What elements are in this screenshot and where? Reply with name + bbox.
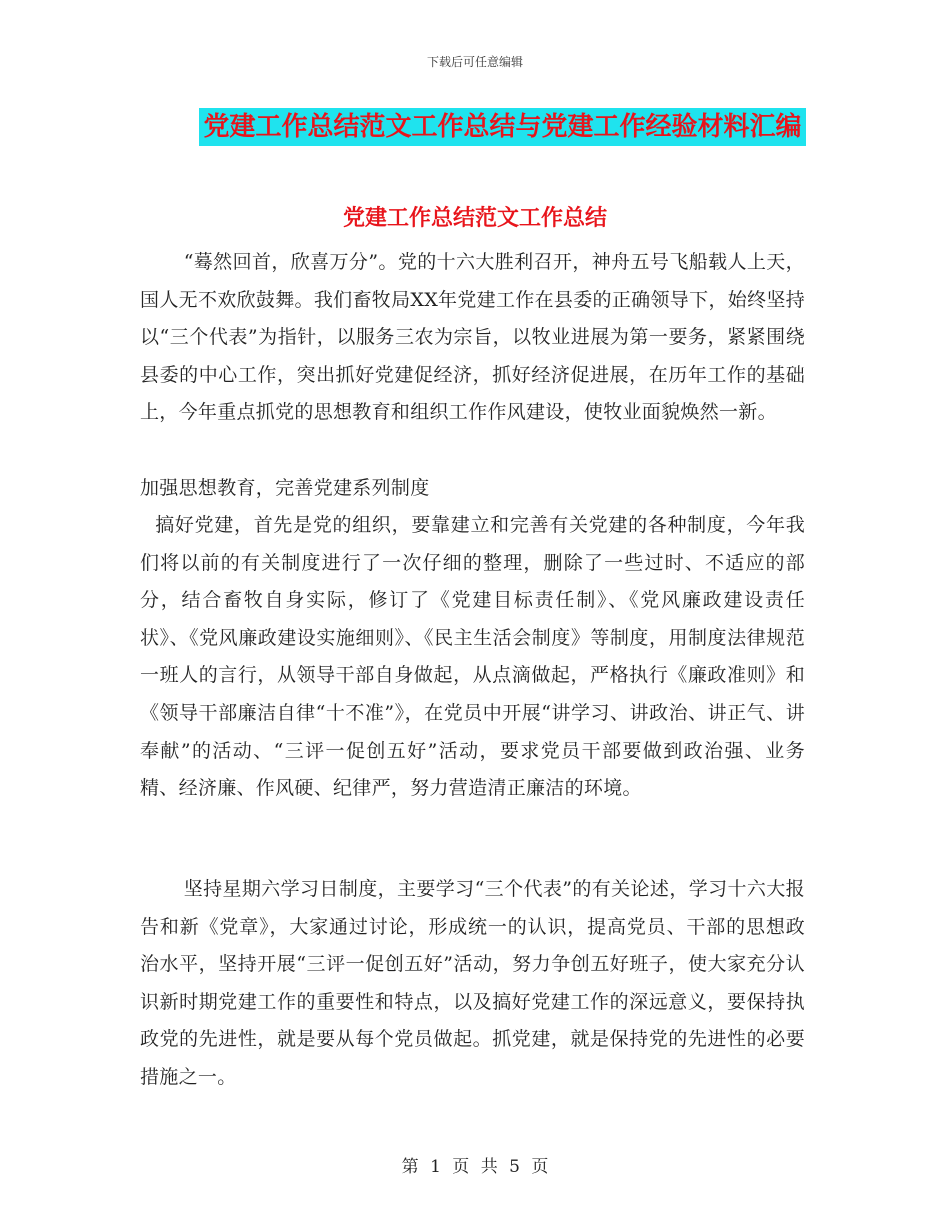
page-number-footer: 第 1 页 共 5 页: [401, 1157, 549, 1177]
document-title-wrapper: [0, 108, 950, 146]
paragraph-study-day: 坚持星期六学习日制度，主要学习“三个代表”的有关论述，学习十六大报告和新《党章》，大家通过讨论，形成统一的认识，提高党员、干部的思想政治水平，坚持开展“三评一促创五好”活动，努力争创五好班子，使大家充分认识新时期党建工作的重要性和特点，以及搞好党建工作的深远意义，要保持执政党的先进性，就是要从每个党员做起。抓党建，就是保持党的先进性的必要措施之一。: [140, 878, 805, 1088]
section-title: 党建工作总结范文工作总结: [342, 205, 607, 231]
subheading-ideology-education: 加强思想教育，完善党建系列制度: [140, 477, 430, 499]
paragraph-intro: “蓦然回首，欣喜万分”。党的十六大胜利召开，神舟五号飞船载人上天，国人无不欢欣鼓舞。我们畜牧局XX年党建工作在县委的正确领导下，始终坚持以“三个代表”为指针，以服务三农为宗旨，以牧业进展为第一要务，紧紧围绕县委的中心工作，突出抓好党建促经济，抓好经济促进展，在历年工作的基础上，今年重点抓党的思想教育和组织工作作风建设，使牧业面貌焕然一新。: [140, 251, 805, 424]
paragraph-party-system: 搞好党建，首先是党的组织，要靠建立和完善有关党建的各种制度，今年我们将以前的有关制度进行了一次仔细的整理，删除了一些过时、不适应的部分，结合畜牧自身实际，修订了《党建目标责任制》、《党风廉政建设责任状》、《党风廉政建设实施细则》、《民主生活会制度》等制度，用制度法律规范一班人的言行，从领导干部自身做起，从点滴做起，严格执行《廉政准则》和《领导干部廉洁自律“十不准”》，在党员中开展“讲学习、讲政治、讲正气、讲奉献”的活动、“三评一促创五好”活动，要求党员干部要做到政治强、业务精、经济廉、作风硬、纪律严，努力营造清正廉洁的环境。: [140, 514, 805, 800]
header-note: 下载后可任意编辑: [426, 55, 523, 69]
document-title: 党建工作总结范文工作总结与党建工作经验材料汇编: [199, 108, 805, 146]
